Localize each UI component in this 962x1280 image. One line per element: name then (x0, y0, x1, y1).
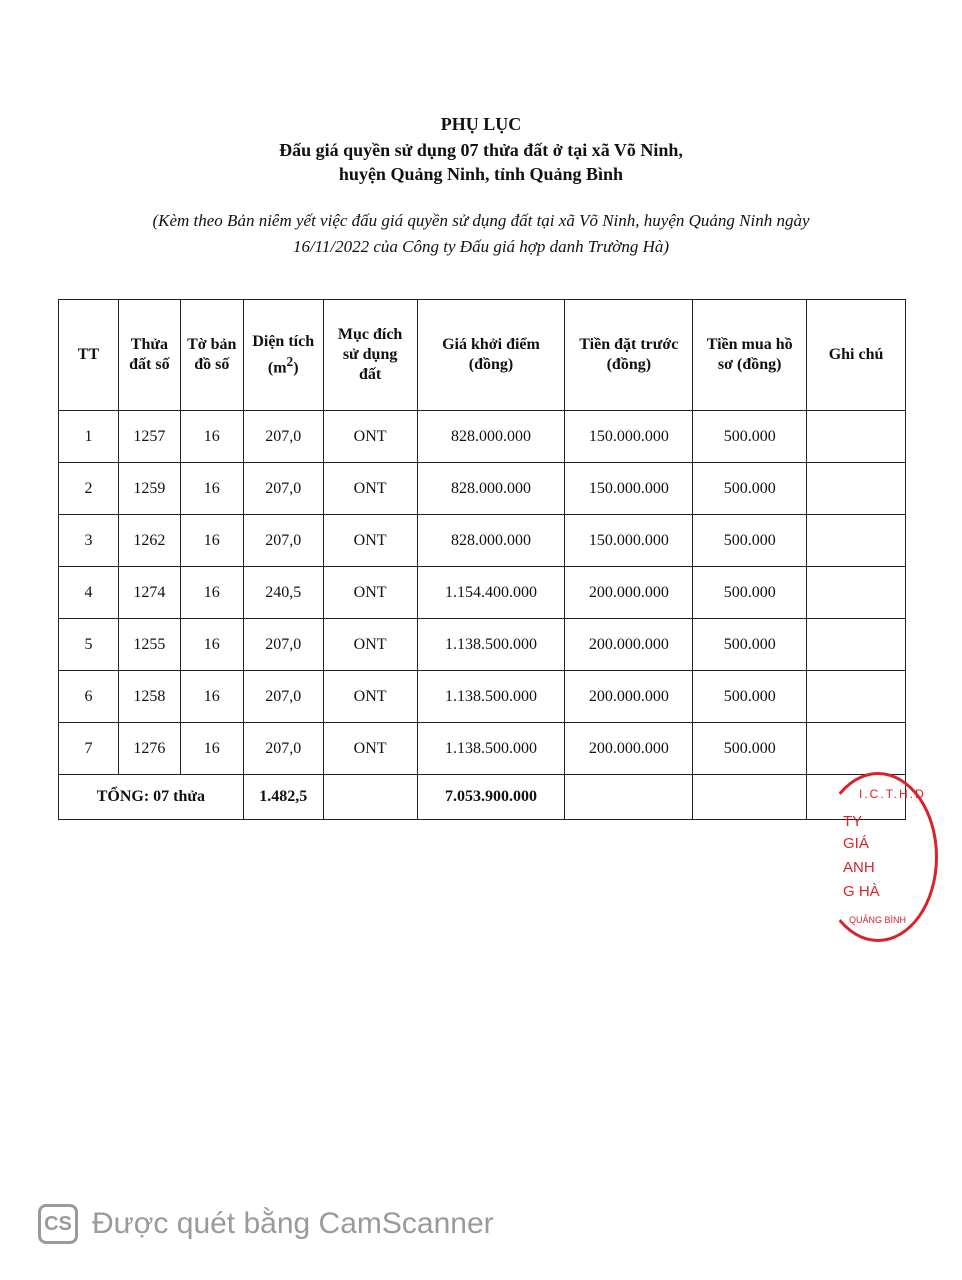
table-row (59, 411, 906, 463)
company-seal-stamp (818, 772, 938, 942)
cell-muc-dich: ONT (323, 567, 417, 619)
cell-ghi-chu (807, 619, 906, 671)
cell-gia-khoi-diem: 1.138.500.000 (417, 723, 565, 775)
cell-tien-mua-ho-so: 500.000 (693, 567, 807, 619)
cell-thua: 1255 (118, 619, 180, 671)
camscanner-logo-icon: CS (38, 1204, 78, 1244)
table-body (59, 411, 906, 775)
cell-tien-mua-ho-so: 500.000 (693, 515, 807, 567)
cell-to-ban-do: 16 (180, 411, 243, 463)
document-note (60, 208, 902, 260)
header-tm-line1: Tiền mua hồ (706, 336, 793, 353)
stamp-ring-bottom: QUẢNG BÌNH (849, 915, 907, 925)
cell-thua: 1274 (118, 567, 180, 619)
header-dien-tich (243, 300, 323, 411)
document-subtitle-line2: huyện Quảng Ninh, tỉnh Quảng Bình (338, 164, 624, 184)
total-label: TỔNG: 07 thửa (59, 775, 244, 820)
header-to-line2: đồ số (194, 356, 230, 373)
cell-ghi-chu (807, 515, 906, 567)
cell-thua: 1257 (118, 411, 180, 463)
cell-gia-khoi-diem: 828.000.000 (417, 515, 565, 567)
cell-tien-mua-ho-so: 500.000 (693, 463, 807, 515)
cell-tt: 6 (59, 671, 119, 723)
header-tt: TT (59, 300, 119, 411)
header-tien-dat-truoc (565, 300, 693, 411)
cell-dien-tich: 207,0 (243, 619, 323, 671)
document-note-line1: (Kèm theo Bản niêm yết việc đấu giá quyền sử dụng đất tại xã Võ Ninh, huyện Quảng Ninh ngày (152, 211, 810, 230)
header-ghi-chu: Ghi chú (807, 300, 906, 411)
header-md-line1: Mục đích (337, 326, 403, 343)
document-title: PHỤ LỤC (440, 114, 522, 134)
cell-to-ban-do: 16 (180, 619, 243, 671)
cell-muc-dich: ONT (323, 515, 417, 567)
cell-muc-dich: ONT (323, 619, 417, 671)
cell-dien-tich: 207,0 (243, 723, 323, 775)
cell-dien-tich: 207,0 (243, 411, 323, 463)
cell-to-ban-do: 16 (180, 463, 243, 515)
header-dt-sup: 2 (286, 353, 294, 369)
header-tien-mua-ho-so (693, 300, 807, 411)
header-td-line2: (đồng) (606, 356, 652, 373)
auction-table (58, 299, 906, 820)
cell-ghi-chu (807, 411, 906, 463)
header-to-ban-do (180, 300, 243, 411)
cell-gia-khoi-diem: 1.138.500.000 (417, 671, 565, 723)
header-gk-line2: (đồng) (468, 356, 514, 373)
header-thua-line2: đất số (129, 356, 170, 373)
cell-tt: 7 (59, 723, 119, 775)
total-dien-tich: 1.482,5 (243, 775, 323, 820)
cell-tien-dat-truoc: 200.000.000 (565, 723, 693, 775)
cell-tien-dat-truoc: 150.000.000 (565, 463, 693, 515)
total-empty-tm (693, 775, 807, 820)
cell-ghi-chu (807, 671, 906, 723)
cell-gia-khoi-diem: 1.154.400.000 (417, 567, 565, 619)
cell-tt: 5 (59, 619, 119, 671)
cell-thua: 1259 (118, 463, 180, 515)
table-row (59, 515, 906, 567)
header-tm-line2: sơ (đồng) (717, 356, 782, 373)
table-row (59, 567, 906, 619)
cell-ghi-chu (807, 567, 906, 619)
header-gk-line1: Giá khởi điểm (442, 336, 540, 353)
cell-tien-dat-truoc: 200.000.000 (565, 619, 693, 671)
header-dt-close: ) (293, 359, 299, 377)
cell-muc-dich: ONT (323, 723, 417, 775)
header-md-line3: đất (358, 366, 382, 383)
cell-to-ban-do: 16 (180, 567, 243, 619)
cell-tien-mua-ho-so: 500.000 (693, 671, 807, 723)
cell-to-ban-do: 16 (180, 515, 243, 567)
table-row (59, 619, 906, 671)
table-row (59, 723, 906, 775)
total-gia-khoi-diem: 7.053.900.000 (417, 775, 565, 820)
cell-muc-dich: ONT (323, 411, 417, 463)
cell-tien-dat-truoc: 150.000.000 (565, 515, 693, 567)
header-to-line1: Tờ bản (187, 336, 237, 353)
cell-thua: 1262 (118, 515, 180, 567)
header-muc-dich (323, 300, 417, 411)
cell-thua: 1258 (118, 671, 180, 723)
header-dt-line1: Diện tích (252, 332, 315, 350)
header-td-line1: Tiền đặt trước (579, 336, 679, 353)
header-gia-khoi-diem (417, 300, 565, 411)
cell-tien-mua-ho-so: 500.000 (693, 619, 807, 671)
cell-dien-tich: 207,0 (243, 463, 323, 515)
cell-ghi-chu (807, 463, 906, 515)
cell-thua: 1276 (118, 723, 180, 775)
cell-gia-khoi-diem: 1.138.500.000 (417, 619, 565, 671)
cell-tien-dat-truoc: 200.000.000 (565, 671, 693, 723)
cell-ghi-chu (807, 723, 906, 775)
stamp-line2: GIÁ (843, 835, 869, 852)
header-thua (118, 300, 180, 411)
cell-tt: 2 (59, 463, 119, 515)
cell-to-ban-do: 16 (180, 723, 243, 775)
cell-tien-dat-truoc: 200.000.000 (565, 567, 693, 619)
cell-dien-tich: 240,5 (243, 567, 323, 619)
cell-tt: 1 (59, 411, 119, 463)
stamp-ring-top: I.C.T.H.D (859, 787, 926, 801)
table-header-row (59, 300, 906, 411)
table-row (59, 671, 906, 723)
cell-to-ban-do: 16 (180, 671, 243, 723)
header-md-line2: sử dụng (342, 346, 398, 363)
total-empty-md (323, 775, 417, 820)
table-total-row (59, 775, 906, 820)
total-empty-td (565, 775, 693, 820)
stamp-line3: ANH (843, 859, 875, 876)
camscanner-text: Được quét bằng CamScanner (92, 1207, 494, 1240)
cell-tien-mua-ho-so: 500.000 (693, 723, 807, 775)
cell-dien-tich: 207,0 (243, 671, 323, 723)
cell-muc-dich: ONT (323, 671, 417, 723)
stamp-line1: TY (843, 813, 863, 830)
cell-muc-dich: ONT (323, 463, 417, 515)
header-dt-unit: (m (267, 359, 287, 377)
cell-gia-khoi-diem: 828.000.000 (417, 411, 565, 463)
camscanner-watermark (38, 1202, 494, 1246)
document-note-line2: 16/11/2022 của Công ty Đấu giá hợp danh Trường Hà) (292, 237, 670, 256)
cell-gia-khoi-diem: 828.000.000 (417, 463, 565, 515)
cell-tien-dat-truoc: 150.000.000 (565, 411, 693, 463)
table-row (59, 463, 906, 515)
cell-dien-tich: 207,0 (243, 515, 323, 567)
cell-tien-mua-ho-so: 500.000 (693, 411, 807, 463)
header-thua-line1: Thửa (130, 336, 168, 353)
cell-tt: 4 (59, 567, 119, 619)
cell-tt: 3 (59, 515, 119, 567)
document-subtitle-line1: Đấu giá quyền sử dụng 07 thửa đất ở tại xã Võ Ninh, (279, 140, 683, 160)
stamp-line4: G HÀ (843, 883, 880, 900)
